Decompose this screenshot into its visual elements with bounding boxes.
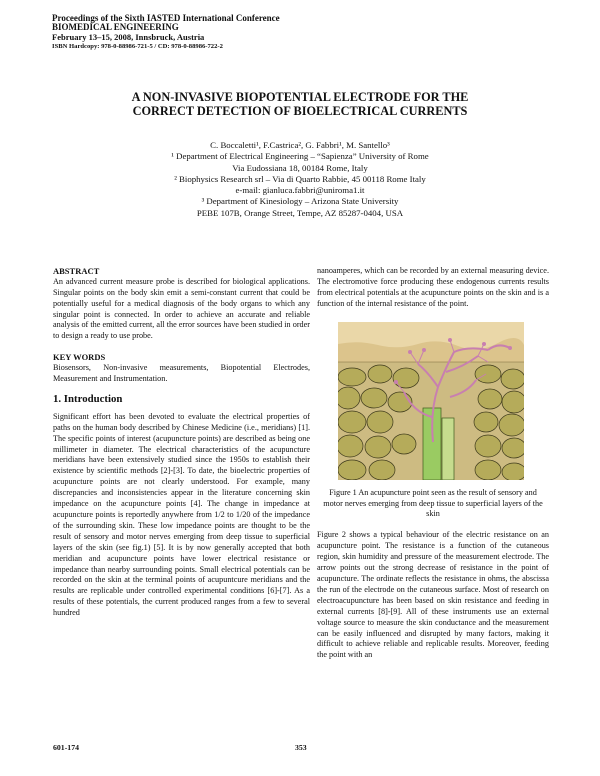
introduction-heading: 1. Introduction (53, 392, 123, 405)
left-column (53, 266, 310, 619)
keywords-heading: KEY WORDS (53, 352, 106, 363)
conference-name: Proceedings of the Sixth IASTED International Conference (52, 13, 280, 23)
introduction-text: Significant effort has been devoted to evaluate the electrical properties of paths on the human body described by Chinese Medicine (i.e., meridians) [1]. The specific points of interest (acupuncture points) are described as being one millimeter in diameter. The electrical characteristics of the acupuncture meridians have been extensively studied since the 1950s to establish their existence by scientific methods [2]-[3]. To date, the bioelectric properties of acupuncture points are not clearly understood. For example, many discrepancies and inconsistencies appear in the literature concerning skin impedance on the acupuncture points [4]. The change in impedance at acupuncture points is reportedly anywhere from 1/2 to 1/20 of the impedance of the surrounding skin. These low impedance points are thought to be the result of sensory and motor nerves emerging from deep tissue to superficial layers of the skin (see fig.1) [5]. It is by now generally accepted that both meridian and acupuncture points have lower electrical resistance or impedance than nearby surrounding points. Small electrical potentials can be recorded on the skin at the terminal points of acupuntcure meridians and the results are replicable under controlled experimental conditions [6]-[7]. As a results of these potentials, the current produced ranges from a few to several hundred (53, 411, 310, 618)
abstract-text: An advanced current measure probe is described for biological applications. Singular points on the body skin emit a semi-constant current that could be potentially useful for a medical diagnosis of the body organs to which any singular point is connected. In order to achieve an accurate and reliable analysis of the emitted current, all the error sources have been studied in order to design a ready to use probe. (53, 276, 310, 341)
title-line-1: A NON-INVASIVE BIOPOTENTIAL ELECTRODE FOR THE (131, 90, 469, 104)
author-names: C. Boccaletti¹, F.Castrica², G. Fabbri¹, M. Santello³ (210, 140, 390, 150)
intro-continuation-text: nanoamperes, which can be recorded by an external measuring device. The electromotive force producing these endogenous currents results from electrical potentials at the acupuncture points on the skin and is a function of the internal resistance of the point. (317, 266, 549, 308)
conference-topic: BIOMEDICAL ENGINEERING (52, 22, 179, 33)
figure-1-caption: Figure 1 An acupuncture point seen as the result of sensory and motor nerves emerging from deep tissue to superficial layers of the skin (323, 487, 543, 519)
proceedings-header (52, 14, 352, 52)
abstract-heading: ABSTRACT (53, 266, 100, 276)
conference-date: February 13–15, 2008, Innsbruck, Austria (52, 31, 205, 42)
figure-2-description-text: Figure 2 shows a typical behaviour of the electric resistance on an acupuncture point. The resistance is a function of the cutaneous region, skin humidity and pressure of the measurement electrode. The arrow points out the strong decrease of resistance in the point of acupuncture. The ordinate reflects the resistance in ohms, the abscissa the run of the electrode on the cutaneous surface. Most of research on electroacupuncture has been based on skin resistance and feeding in external currents [8]-[9]. All of these instruments use an external voltage source to measure the skin conductance and the measurement can be easily influenced and disrupted by many factors, making it difficult to achieve reliable and replicable results. Moreover, feeding the point with an (317, 530, 549, 660)
affiliation-1: ¹ Department of Electrical Engineering – “Sapienza” University of Rome (171, 151, 429, 162)
affiliation-2: ² Biophysics Research srl – Via di Quarto Rabbie, 45 00118 Rome Italy (174, 173, 426, 184)
page-number: 353 (295, 743, 307, 752)
skin-cross-section-image (338, 322, 524, 480)
keywords-text: Biosensors, Non-invasive measurements, Biopotential Electrodes, Measurement and Instrumentation. (53, 363, 310, 383)
paper-id: 601-174 (53, 743, 79, 752)
affiliation-3: ³ Department of Kinesiology – Arizona State University (201, 196, 399, 207)
author-email: e-mail: gianluca.fabbri@uniroma1.it (235, 185, 365, 196)
right-column (317, 266, 549, 661)
title-line-2: CORRECT DETECTION OF BIOELECTRICAL CURRENTS (132, 104, 468, 118)
author-block (60, 140, 540, 219)
affiliation-1-address: Via Eudossiana 18, 00184 Rome, Italy (232, 162, 368, 173)
isbn-line: ISBN Hardcopy: 978-0-88986-721-5 / CD: 978-0-88986-722-2 (52, 43, 223, 51)
paper-title (40, 90, 560, 118)
figure-1-skin-illustration (338, 322, 524, 480)
affiliation-3-address: PEBE 107B, Orange Street, Tempe, AZ 85287-0404, USA (196, 207, 404, 218)
